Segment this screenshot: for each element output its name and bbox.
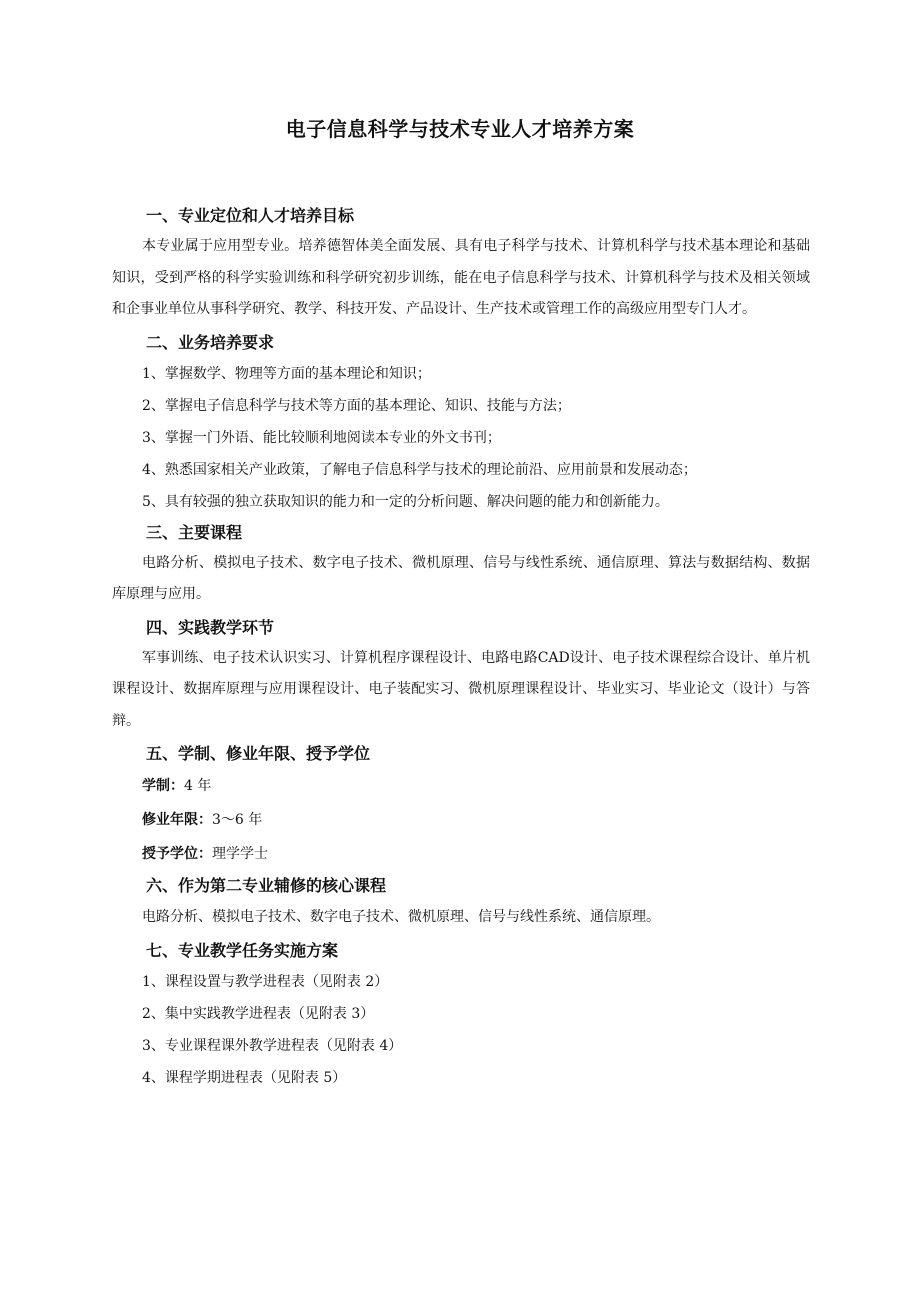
section-3-paragraph: 电路分析、模拟电子技术、数字电子技术、微机原理、信号与线性系统、通信原理、算法与数据结构、数据库原理与应用。 [112, 554, 810, 602]
section-heading-5: 五、学制、修业年限、授予学位 [146, 744, 371, 763]
study-period-row [112, 803, 810, 837]
section-heading-4: 四、实践教学环节 [146, 617, 275, 637]
list-item: 5、具有较强的独立获取知识的能力和一定的分析问题、解决问题的能力和创新能力。 [142, 493, 669, 510]
section-heading-1: 一、专业定位和人才培养目标 [146, 206, 355, 225]
list-item: 4、课程学期进程表（见附表 5） [142, 1070, 347, 1086]
section-5-details [112, 769, 810, 871]
study-length-row [112, 769, 810, 803]
list-item: 2、掌握电子信息科学与技术等方面的基本理论、知识、技能与方法； [142, 397, 571, 414]
degree-value: 理学学士 [212, 846, 268, 862]
section-heading-3: 三、主要课程 [146, 522, 243, 542]
list-item: 4、熟悉国家相关产业政策，了解电子信息科学与技术的理论前沿、应用前景和发展动态； [142, 461, 697, 478]
study-period-value: 3～6 年 [212, 812, 263, 828]
degree-row [112, 837, 810, 871]
study-period-label: 修业年限： [142, 812, 212, 828]
section-4-paragraph: 军事训练、电子技术认识实习、计算机程序课程设计、电路电路CAD设计、电子技术课程综合设计、单片机课程设计、数据库原理与应用课程设计、电子装配实习、微机原理课程设计、毕业实习、毕业论文（设计）与答辩。 [112, 649, 810, 729]
section-heading-2: 二、业务培养要求 [146, 332, 275, 352]
section-heading-6: 六、作为第二专业辅修的核心课程 [146, 876, 387, 895]
list-item: 3、专业课程课外教学进程表（见附表 4） [142, 1038, 403, 1054]
document-title: 电子信息科学与技术专业人才培养方案 [285, 117, 635, 141]
section-2-list [112, 358, 810, 518]
degree-label: 授予学位： [142, 846, 212, 862]
study-length-label: 学制： [142, 778, 184, 794]
document-body [112, 201, 810, 1094]
list-item: 1、掌握数学、物理等方面的基本理论和知识； [142, 365, 431, 382]
list-item: 3、掌握一门外语、能比较顺利地阅读本专业的外文书刊； [142, 429, 501, 446]
study-length-value: 4 年 [184, 778, 212, 794]
list-item: 2、集中实践教学进程表（见附表 3） [142, 1006, 375, 1022]
section-1-paragraph: 本专业属于应用型专业。培养德智体美全面发展、具有电子科学与技术、计算机科学与技术基本理论和基础知识，受到严格的科学实验训练和科学研究初步训练，能在电子信息科学与技术、计算机科学与技术及相关领域和企事业单位从事科学研究、教学、科技开发、产品设计、生产技术或管理工作的高级应用型专门人才。 [112, 238, 810, 317]
section-7-list [112, 966, 810, 1094]
section-heading-7: 七、专业教学任务实施方案 [146, 941, 339, 960]
list-item: 1、课程设置与教学进程表（见附表 2） [142, 974, 389, 990]
section-6-paragraph: 电路分析、模拟电子技术、数字电子技术、微机原理、信号与线性系统、通信原理。 [142, 909, 660, 925]
